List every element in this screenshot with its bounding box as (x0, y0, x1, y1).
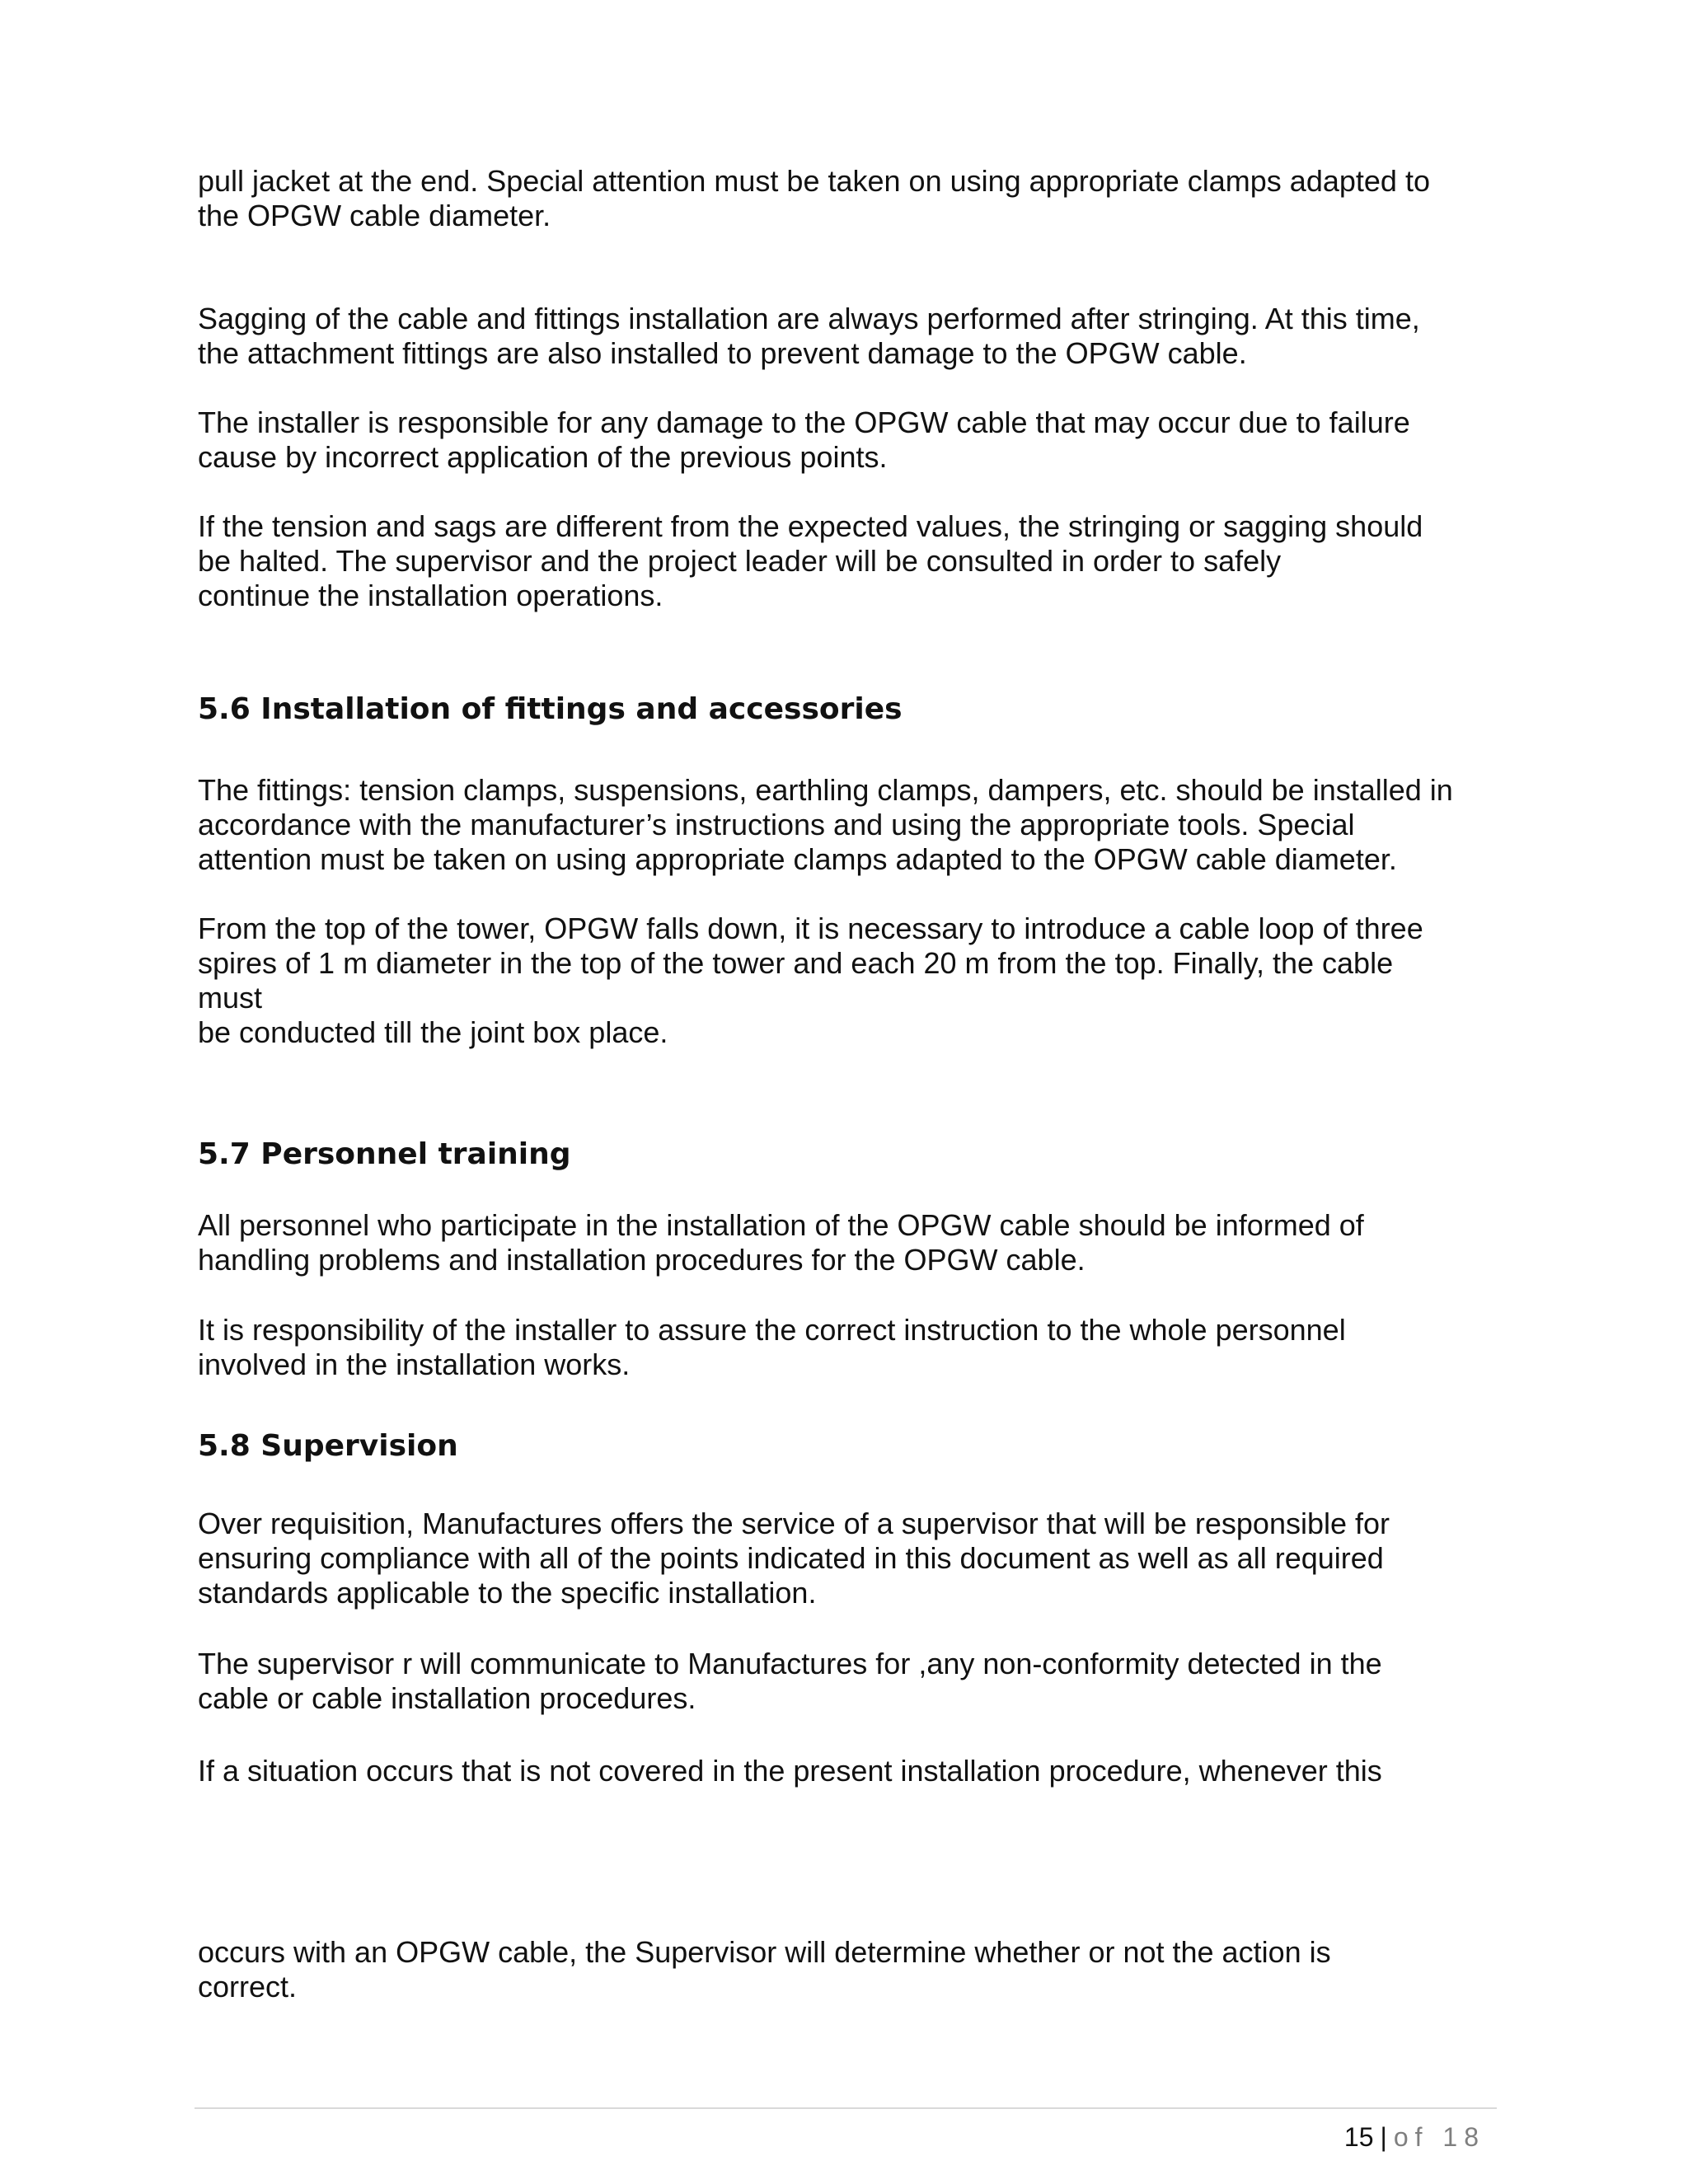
body-text-line: The fittings: tension clamps, suspensions, earthling clamps, dampers, etc. should be installed in (198, 773, 1453, 807)
footer-divider (195, 2107, 1497, 2109)
body-text-line: involved in the installation works. (198, 1347, 631, 1381)
body-text-line: standards applicable to the specific installation. (198, 1576, 817, 1610)
body-text-line: must (198, 981, 263, 1015)
body-text-line: correct. (198, 1970, 298, 2004)
page-number: 15 (1343, 2122, 1374, 2152)
body-text-line: pull jacket at the end. Special attention must be taken on using appropriate clamps adapted to (198, 164, 1430, 198)
footer-separator: | (1380, 2122, 1387, 2152)
page-total: of 18 (1393, 2122, 1485, 2152)
body-text-line: attention must be taken on using appropriate clamps adapted to the OPGW cable diameter. (198, 842, 1397, 876)
section-heading-5-6: 5.6 Installation of fittings and accessories (198, 692, 903, 726)
body-text-line: From the top of the tower, OPGW falls down, it is necessary to introduce a cable loop of three (198, 912, 1423, 945)
body-text-line: ensuring compliance with all of the points indicated in this document as well as all required (198, 1541, 1384, 1575)
body-text-line: Sagging of the cable and fittings installation are always performed after stringing. At this time, (198, 302, 1420, 335)
body-text-line: cable or cable installation procedures. (198, 1681, 696, 1715)
body-text-line: the attachment fittings are also installed to prevent damage to the OPGW cable. (198, 336, 1247, 370)
body-text-line: spires of 1 m diameter in the top of the tower and each 20 m from the top. Finally, the cable (198, 946, 1394, 980)
body-text-line: accordance with the manufacturer’s instructions and using the appropriate tools. Special (198, 808, 1355, 841)
body-text-line: occurs with an OPGW cable, the Supervisor will determine whether or not the action is (198, 1935, 1331, 1969)
section-heading-5-8: 5.8 Supervision (198, 1429, 458, 1463)
section-heading-5-7: 5.7 Personnel training (198, 1137, 571, 1171)
body-text-line: be conducted till the joint box place. (198, 1015, 668, 1049)
body-text-line: It is responsibility of the installer to assure the correct instruction to the whole personnel (198, 1313, 1346, 1347)
body-text-line: If the tension and sags are different from the expected values, the stringing or sagging should (198, 509, 1423, 543)
body-text-line: handling problems and installation procedures for the OPGW cable. (198, 1243, 1085, 1277)
page-footer (1344, 2121, 1485, 2154)
body-text-line: The installer is responsible for any damage to the OPGW cable that may occur due to failure (198, 405, 1410, 439)
body-text-line: cause by incorrect application of the previous points. (198, 440, 888, 474)
body-text-line: If a situation occurs that is not covered in the present installation procedure, whenever this (198, 1754, 1382, 1788)
body-text-line: be halted. The supervisor and the project leader will be consulted in order to safely (198, 544, 1282, 578)
body-text-line: The supervisor r will communicate to Manufactures for ,any non-conformity detected in the (198, 1647, 1382, 1680)
body-text-line: Over requisition, Manufactures offers the service of a supervisor that will be responsible for (198, 1507, 1390, 1540)
body-text-line: continue the installation operations. (198, 579, 663, 612)
body-text-line: the OPGW cable diameter. (198, 199, 551, 232)
body-text-line: All personnel who participate in the installation of the OPGW cable should be informed of (198, 1208, 1364, 1242)
